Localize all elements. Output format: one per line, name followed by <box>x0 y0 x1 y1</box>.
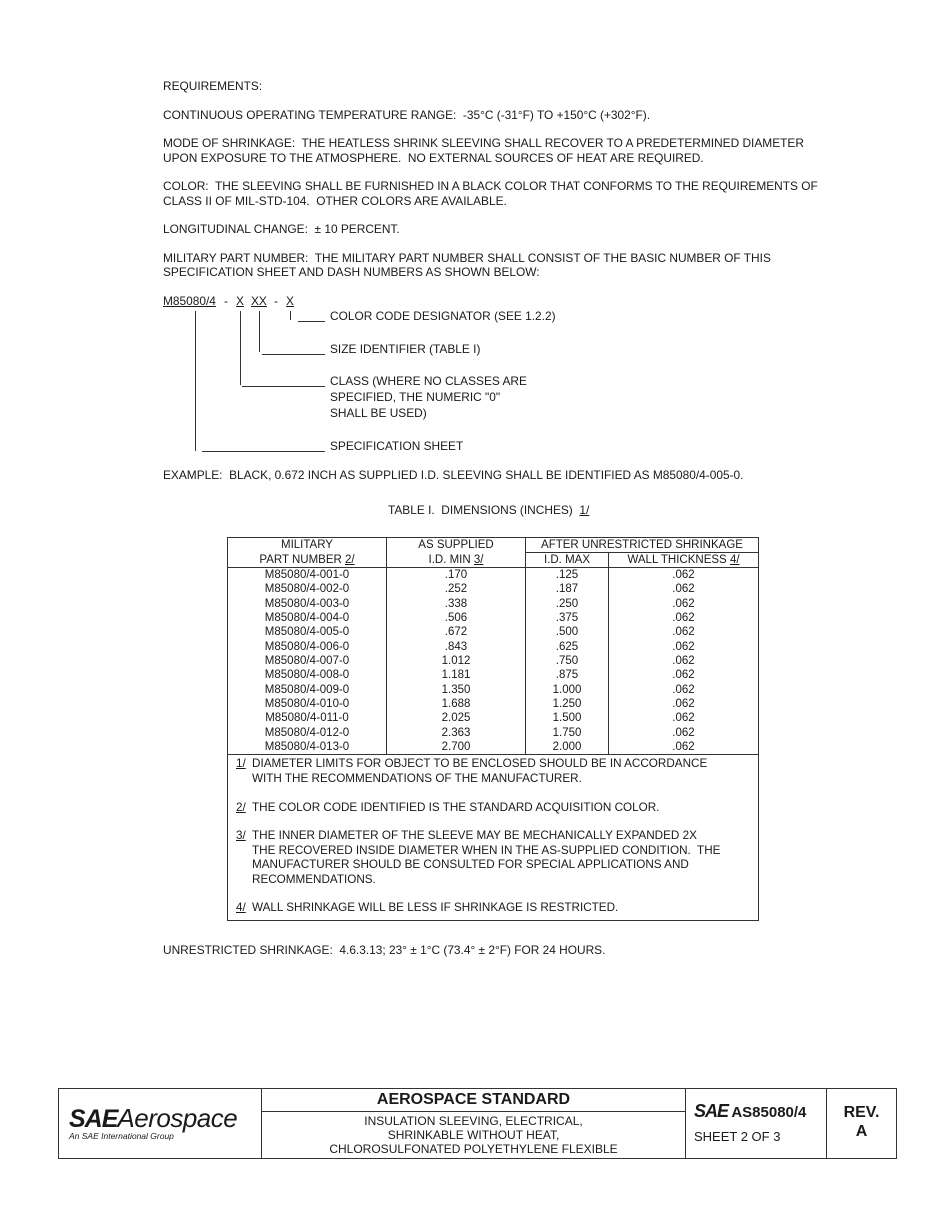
revision-cell <box>827 1089 896 1158</box>
pn-label-class-3: SHALL BE USED) <box>330 406 427 420</box>
table-row: M85080/4-013-0 2.700 2.000 .062 <box>228 740 758 754</box>
table-notes <box>228 754 758 919</box>
table-row: M85080/4-008-0 1.181 .875 .062 <box>228 668 758 682</box>
pn-size-code: XX <box>251 294 267 308</box>
table-caption: TABLE I. DIMENSIONS (INCHES) 1/ <box>388 503 590 517</box>
pn-base: M85080/4 <box>163 294 216 308</box>
military-part-number-line-2: SPECIFICATION SHEET AND DASH NUMBERS AS SHOWN BELOW: <box>163 265 540 279</box>
mode-of-shrinkage-line-2: UPON EXPOSURE TO THE ATMOSPHERE. NO EXTERNAL SOURCES OF HEAT ARE REQUIRED. <box>163 151 704 165</box>
sheet-number: SHEET 2 OF 3 <box>694 1129 781 1144</box>
table-caption-note: 1/ <box>579 503 590 517</box>
table-note: 1/ DIAMETER LIMITS FOR OBJECT TO BE ENCLOSED SHOULD BE IN ACCORDANCE WITH THE RECOMMENDATIONS OF THE MANUFACTURER. <box>236 757 708 785</box>
table-row: M85080/4-003-0 .338 .250 .062 <box>228 597 758 611</box>
table-row: M85080/4-005-0 .672 .500 .062 <box>228 625 758 639</box>
logo-sae-text: SAE <box>69 1105 118 1133</box>
table-row: M85080/4-010-0 1.688 1.250 .062 <box>228 697 758 711</box>
pn-label-class-1: CLASS (WHERE NO CLASSES ARE <box>330 374 527 388</box>
requirements-heading: REQUIREMENTS: <box>163 79 263 93</box>
pn-label-color-code: COLOR CODE DESIGNATOR (SEE 1.2.2) <box>330 309 556 323</box>
logo-aerospace-text: Aerospace <box>117 1103 238 1133</box>
pn-sep-1: - <box>224 294 228 308</box>
table-row: M85080/4-006-0 .843 .625 .062 <box>228 640 758 654</box>
sae-aerospace-logo <box>59 1089 262 1158</box>
table-row: M85080/4-009-0 1.350 1.000 .062 <box>228 683 758 697</box>
unrestricted-shrinkage: UNRESTRICTED SHRINKAGE: 4.6.3.13; 23° ± 1°C (73.4° ± 2°F) FOR 24 HOURS. <box>163 943 606 957</box>
table-row: M85080/4-007-0 1.012 .750 .062 <box>228 654 758 668</box>
table-note: 4/ WALL SHRINKAGE WILL BE LESS IF SHRINKAGE IS RESTRICTED. <box>236 901 619 915</box>
table-row: M85080/4-011-0 2.025 1.500 .062 <box>228 711 758 725</box>
pn-color-code: X <box>286 294 294 308</box>
table-note: 3/ THE INNER DIAMETER OF THE SLEEVE MAY BE MECHANICALLY EXPANDED 2X THE RECOVERED INSIDE DIAMETER WHEN IN THE AS-SUPPLIED CONDITION. THE MANUFACTURER SHOULD BE CONSULTED FOR SPECIAL APPLICATIONS AND RECOMMENDATIONS. <box>236 829 721 886</box>
document-number-cell <box>686 1089 827 1158</box>
rev-label: REV. <box>843 1104 880 1121</box>
header-id-min: I.D. MIN 3/ <box>387 553 526 568</box>
color-line-2: CLASS II OF MIL-STD-104. OTHER COLORS ARE AVAILABLE. <box>163 194 507 208</box>
table-row: M85080/4-004-0 .506 .375 .062 <box>228 611 758 625</box>
temperature-range: CONTINUOUS OPERATING TEMPERATURE RANGE: -35°C (-31°F) TO +150°C (+302°F). <box>163 108 651 122</box>
logo-tagline: An SAE International Group <box>69 1131 174 1141</box>
document-number: AS85080/4 <box>731 1104 807 1121</box>
pn-sep-2: - <box>274 294 278 308</box>
header-wall-thickness: WALL THICKNESS 4/ <box>627 554 740 566</box>
table-row: M85080/4-001-0 .170 .125 .062 <box>228 568 758 583</box>
rev-value: A <box>855 1123 868 1140</box>
military-part-number-line-1: MILITARY PART NUMBER: THE MILITARY PART NUMBER SHALL CONSIST OF THE BASIC NUMBER OF THIS <box>163 251 771 265</box>
doc-sae-logo: SAE <box>694 1101 729 1121</box>
table-row: M85080/4-012-0 2.363 1.750 .062 <box>228 726 758 740</box>
header-after-shrinkage: AFTER UNRESTRICTED SHRINKAGE <box>526 538 759 553</box>
header-part-number: PART NUMBER 2/ <box>228 553 387 568</box>
longitudinal-change: LONGITUDINAL CHANGE: ± 10 PERCENT. <box>163 222 400 236</box>
header-military-line-1: MILITARY <box>228 538 387 553</box>
color-line-1: COLOR: THE SLEEVING SHALL BE FURNISHED IN A BLACK COLOR THAT CONFORMS TO THE REQUIREMENTS OF <box>163 179 818 193</box>
mode-of-shrinkage-line-1: MODE OF SHRINKAGE: THE HEATLESS SHRINK SLEEVING SHALL RECOVER TO A PREDETERMINED DIAMETER <box>163 136 804 150</box>
pn-class-code: X <box>236 294 244 308</box>
example-text: EXAMPLE: BLACK, 0.672 INCH AS SUPPLIED I.D. SLEEVING SHALL BE IDENTIFIED AS M85080/4-005-0. <box>163 468 744 482</box>
header-id-max: I.D. MAX <box>526 553 609 568</box>
title-cell <box>262 1089 686 1158</box>
table-row: M85080/4-002-0 .252 .187 .062 <box>228 582 758 596</box>
document-title: INSULATION SLEEVING, ELECTRICAL, SHRINKABLE WITHOUT HEAT, CHLOROSULFONATED POLYETHYLENE FLEXIBLE <box>329 1114 618 1156</box>
pn-label-size-identifier: SIZE IDENTIFIER (TABLE I) <box>330 342 481 356</box>
header-supplied-line-1: AS SUPPLIED <box>387 538 526 553</box>
pn-label-class-2: SPECIFIED, THE NUMERIC "0" <box>330 390 501 404</box>
table-note: 2/ THE COLOR CODE IDENTIFIED IS THE STANDARD ACQUISITION COLOR. <box>236 800 660 814</box>
title-block <box>58 1088 897 1159</box>
dimensions-table <box>227 537 759 921</box>
standard-label: AEROSPACE STANDARD <box>262 1089 685 1112</box>
pn-label-spec-sheet: SPECIFICATION SHEET <box>330 439 464 453</box>
